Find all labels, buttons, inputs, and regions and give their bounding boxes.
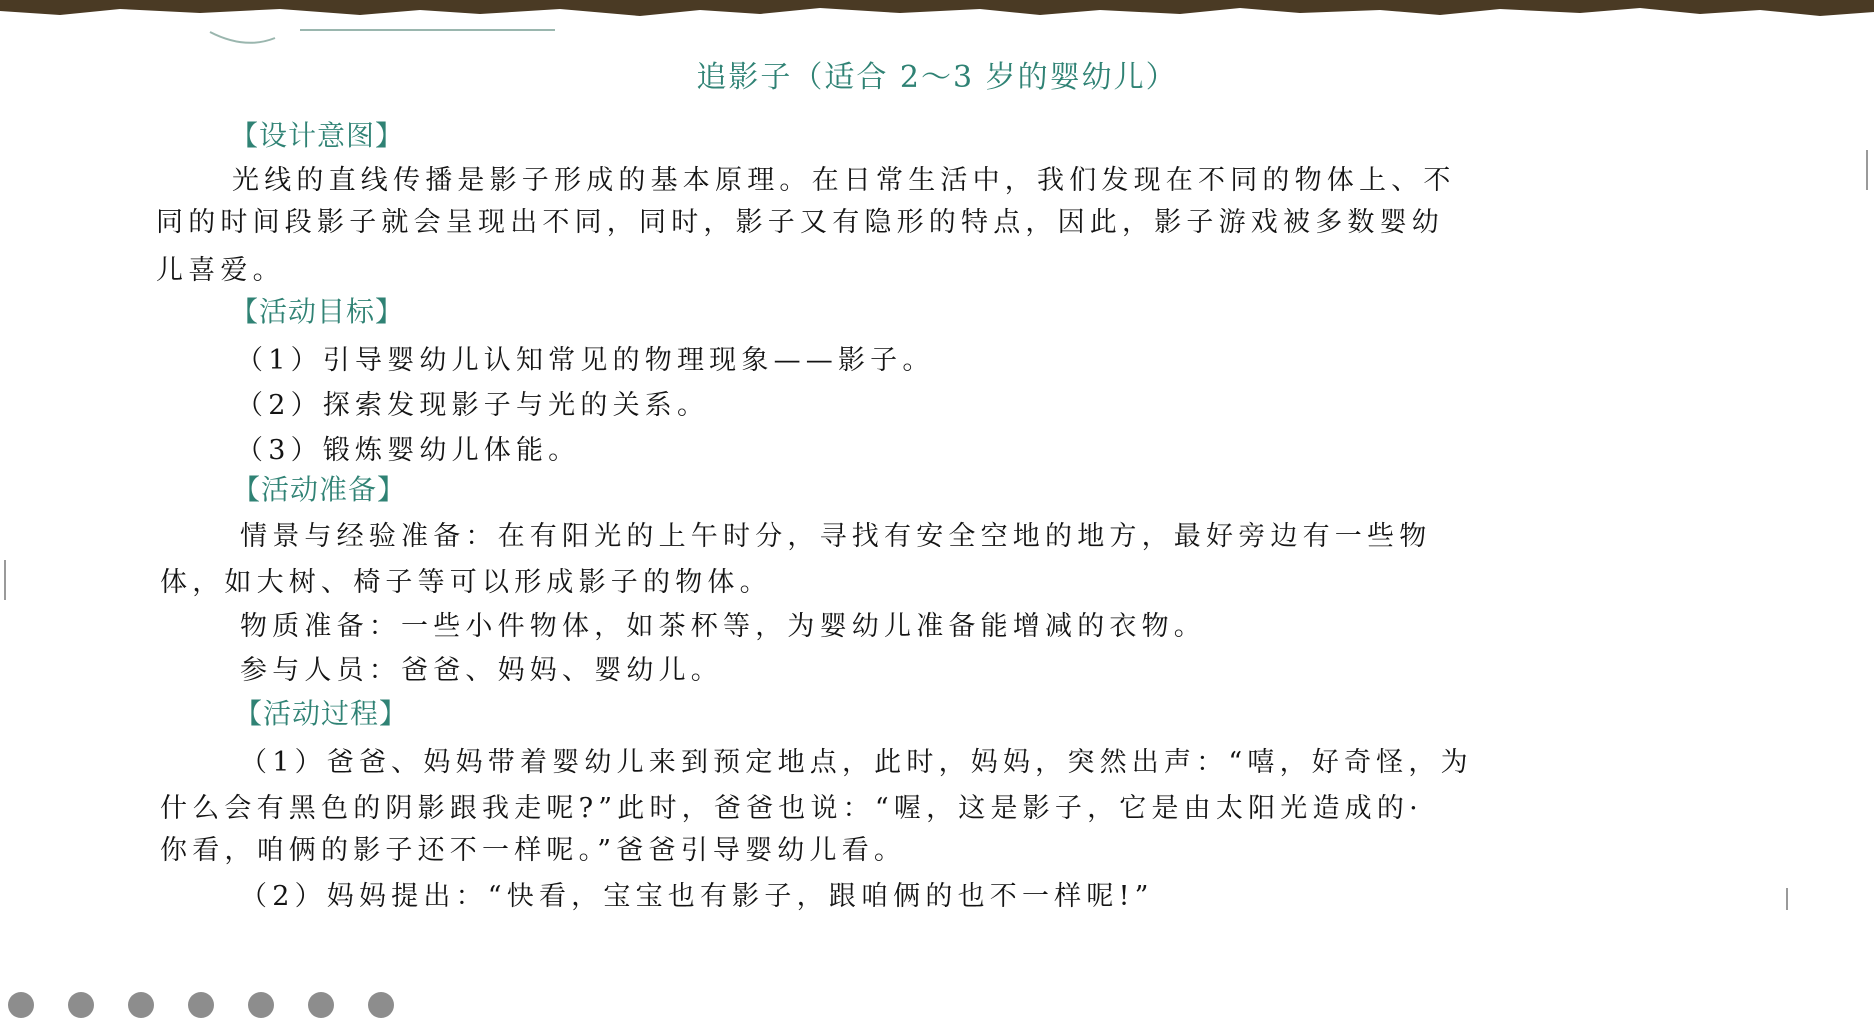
prep-line-2: 体，如大树、椅子等可以形成影子的物体。 [160, 567, 772, 598]
rotate-left-icon[interactable] [8, 992, 34, 1018]
bottom-toolbar [0, 984, 420, 1004]
design-line-3: 儿喜爱。 [156, 255, 285, 286]
prep-line-1: 情景与经验准备：在有阳光的上午时分，寻找有安全空地的地方，最好旁边有一些物 [240, 521, 1432, 552]
prep-line-3: 物质准备：一些小件物体，如茶杯等，为婴幼儿准备能增减的衣物。 [240, 611, 1206, 642]
section-heading-goals: 【活动目标】 [230, 295, 405, 328]
page-edge-mark [1786, 888, 1788, 910]
more-icon[interactable] [368, 992, 394, 1018]
section-heading-design: 【设计意图】 [230, 119, 405, 152]
goal-item-3: （3）锻炼婴幼儿体能。 [236, 435, 581, 466]
save-icon[interactable] [308, 992, 334, 1018]
prep-line-4: 参与人员：爸爸、妈妈、婴幼儿。 [240, 655, 723, 686]
goal-item-1: （1）引导婴幼儿认知常见的物理现象——影子。 [236, 345, 935, 376]
share-icon[interactable] [248, 992, 274, 1018]
process-line-1: （1）爸爸、妈妈带着婴幼儿来到预定地点，此时，妈妈，突然出声：“嘻，好奇怪，为 [240, 747, 1473, 778]
page-edge-mark [1866, 150, 1868, 190]
goal-item-2: （2）探索发现影子与光的关系。 [236, 390, 710, 421]
process-line-4: （2）妈妈提出：“快看，宝宝也有影子，跟咱俩的也不一样呢!” [240, 881, 1154, 912]
section-heading-prep: 【活动准备】 [232, 473, 407, 506]
section-heading-process: 【活动过程】 [234, 697, 409, 730]
process-line-2: 什么会有黑色的阴影跟我走呢?”此时，爸爸也说：“喔，这是影子，它是由太阳光造成的· [160, 793, 1423, 824]
design-line-1: 光线的直线传播是影子形成的基本原理。在日常生活中，我们发现在不同的物体上、不 [232, 165, 1456, 196]
rotate-right-icon[interactable] [68, 992, 94, 1018]
torn-page-edge [0, 0, 1874, 22]
crop-icon[interactable] [188, 992, 214, 1018]
page-edge-mark [4, 560, 6, 600]
edit-icon[interactable] [128, 992, 154, 1018]
document-title: 追影子（适合 2～3 岁的婴幼儿） [696, 60, 1178, 95]
process-line-3: 你看，咱俩的影子还不一样呢。”爸爸引导婴幼儿看。 [160, 835, 907, 866]
design-line-2: 同的时间段影子就会呈现出不同，同时，影子又有隐形的特点，因此，影子游戏被多数婴幼 [156, 207, 1444, 238]
decorative-stroke [205, 20, 565, 44]
